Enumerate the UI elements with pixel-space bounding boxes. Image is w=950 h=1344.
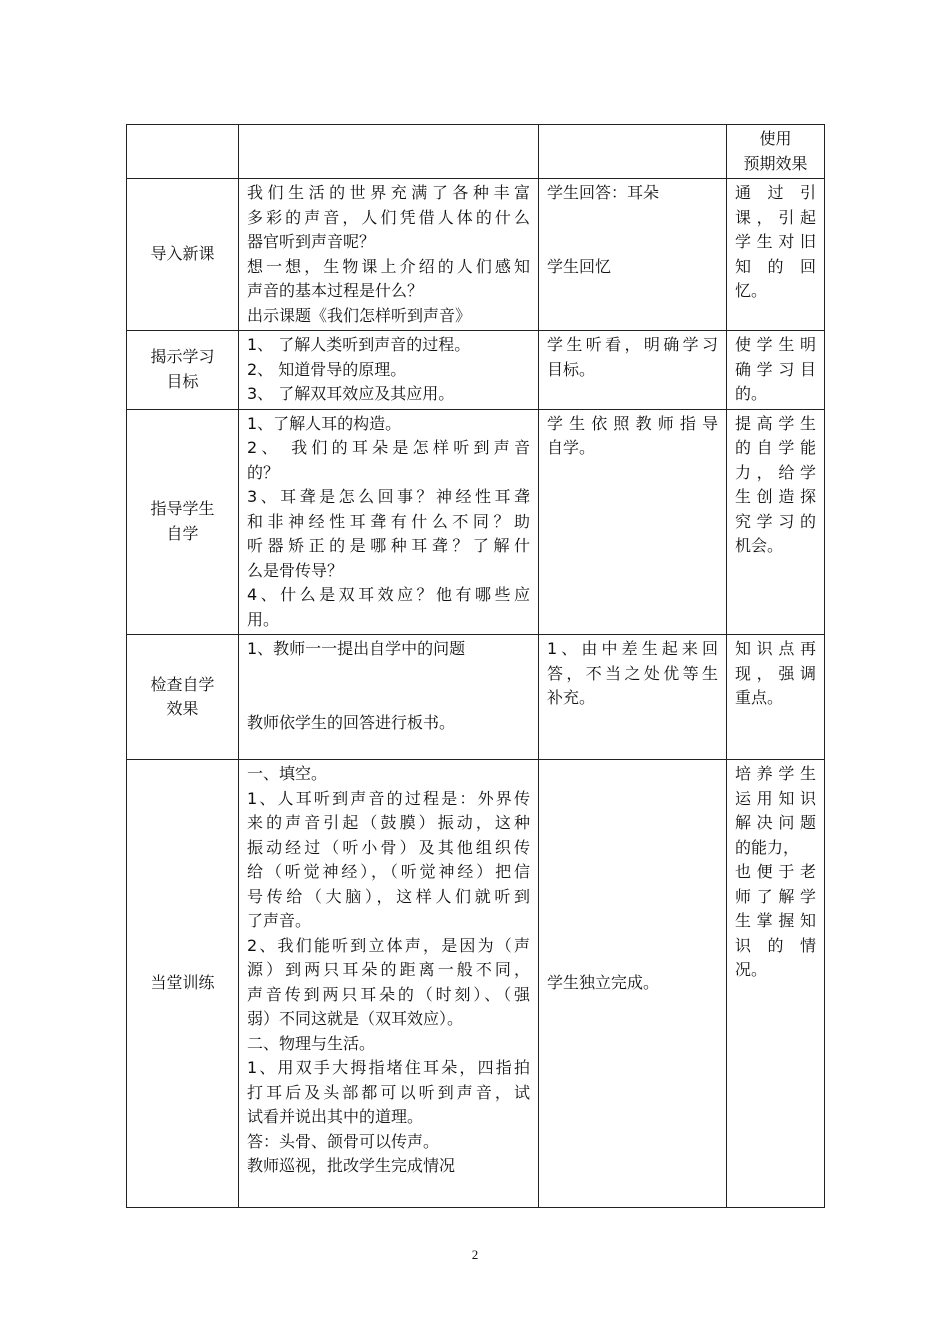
effect-line: 培养学生 <box>735 764 816 783</box>
teacher-line: 的？ <box>247 462 280 482</box>
stage-label: 效果 <box>166 699 199 718</box>
stage-label: 检查自学 <box>150 674 215 694</box>
effect-line: 生创造探 <box>735 487 816 506</box>
teacher-line: 给（听觉神经），（听觉神经）把信 <box>247 862 530 881</box>
teacher-line: 1、了解人耳的构造。 <box>247 413 402 433</box>
student-line: 1、由中差生起来回 <box>547 639 718 658</box>
teacher-line: 1、人耳听到声音的过程是：外界传 <box>247 788 530 808</box>
teacher-activity-cell <box>239 409 539 635</box>
teacher-line: 1、 了解人类听到声音的过程。 <box>247 335 471 354</box>
header-expected-effect-label: 预期效果 <box>743 153 808 173</box>
effect-line: 的自学能 <box>735 438 816 457</box>
teacher-line: 来的声音引起（鼓膜）振动，这种 <box>247 813 530 832</box>
effect-line: 学生对旧 <box>735 232 816 251</box>
teacher-line: 1、用双手大拇指堵住耳朵，四指拍 <box>247 1058 530 1077</box>
effect-line: 运用知识 <box>735 788 816 808</box>
lesson-plan-table <box>126 124 825 1208</box>
teacher-line: 试看并说出其中的道理。 <box>247 1107 424 1126</box>
teacher-line: 么是骨传导？ <box>247 560 344 580</box>
teacher-line: 出示课题《我们怎样听到声音》 <box>247 305 472 325</box>
teacher-line: 2、 知道骨导的原理。 <box>247 359 407 379</box>
effect-line: 的。 <box>735 384 768 403</box>
effect-line: 也便于老 <box>735 862 816 881</box>
student-line: 学生独立完成。 <box>547 973 660 993</box>
student-line: 答，不当之处优等生 <box>547 663 718 683</box>
header-use-label: 使用 <box>759 129 792 148</box>
effect-cell <box>727 635 825 760</box>
stage-label: 自学 <box>166 523 199 543</box>
student-activity-cell <box>539 760 727 1208</box>
effect-line: 生掌握知 <box>735 911 816 930</box>
stage-cell <box>127 179 239 331</box>
teacher-line: 弱）不同这就是（双耳效应）。 <box>247 1009 464 1028</box>
stage-label: 导入新课 <box>150 244 215 264</box>
effect-line: 的能力， <box>735 837 800 857</box>
effect-line: 确学习目 <box>735 359 816 379</box>
teacher-line: 我们生活的世界充满了各种丰富 <box>247 183 530 202</box>
effect-line: 师了解学 <box>735 886 816 906</box>
header-cell-1 <box>127 125 239 179</box>
teacher-line: 声音的基本过程是什么？ <box>247 281 424 300</box>
table-header-row <box>127 125 825 179</box>
stage-label: 指导学生 <box>150 499 215 519</box>
stage-cell <box>127 760 239 1208</box>
student-activity-cell <box>539 179 727 331</box>
teacher-line: 器官听到声音呢？ <box>247 232 376 251</box>
effect-line: 忆。 <box>735 281 768 300</box>
effect-cell <box>727 409 825 635</box>
header-cell-effect <box>727 125 825 179</box>
teacher-line: 答：头骨、颌骨可以传声。 <box>247 1131 440 1151</box>
table-row <box>127 331 825 410</box>
student-activity-cell <box>539 635 727 760</box>
teacher-activity-cell <box>239 635 539 760</box>
effect-line: 知的回 <box>735 256 816 276</box>
table-row <box>127 409 825 635</box>
stage-cell <box>127 409 239 635</box>
stage-label: 当堂训练 <box>150 973 215 993</box>
teacher-line: 二、物理与生活。 <box>247 1033 376 1053</box>
effect-cell <box>727 331 825 410</box>
teacher-line: 了声音。 <box>247 911 312 930</box>
stage-label: 揭示学习 <box>150 347 215 367</box>
teacher-line: 用。 <box>247 609 280 629</box>
teacher-line: 一、填空。 <box>247 764 328 783</box>
stage-cell <box>127 331 239 410</box>
teacher-activity-cell <box>239 331 539 410</box>
student-line: 学生回忆 <box>547 256 612 276</box>
effect-line: 究学习的 <box>735 511 816 531</box>
teacher-activity-cell <box>239 760 539 1208</box>
effect-line: 提高学生 <box>735 413 816 433</box>
effect-line: 课，引起 <box>735 207 816 227</box>
teacher-line: 4、什么是双耳效应？他有哪些应 <box>247 585 530 604</box>
teacher-line: 2、我们能听到立体声，是因为（声 <box>247 935 530 955</box>
teacher-line: 振动经过（听小骨）及其他组织传 <box>247 837 530 857</box>
stage-label: 目标 <box>166 371 199 391</box>
header-cell-3 <box>539 125 727 179</box>
effect-line: 通过引 <box>735 183 816 202</box>
effect-line: 知识点再 <box>735 639 816 658</box>
page-number: 2 <box>471 1247 479 1262</box>
student-line: 补充。 <box>547 688 596 707</box>
effect-line: 机会。 <box>735 536 784 555</box>
teacher-line: 教师巡视，批改学生完成情况 <box>247 1156 456 1175</box>
student-activity-cell <box>539 331 727 410</box>
effect-line: 重点。 <box>735 688 784 707</box>
teacher-line: 3、 了解双耳效应及其应用。 <box>247 384 455 403</box>
teacher-activity-cell <box>239 179 539 331</box>
table-row <box>127 179 825 331</box>
student-line: 自学。 <box>547 438 596 457</box>
effect-line: 现，强调 <box>735 663 816 683</box>
teacher-line: 打耳后及头部都可以听到声音，试 <box>247 1082 530 1102</box>
teacher-line: 号传给（大脑），这样人们就听到 <box>247 886 530 906</box>
effect-line: 况。 <box>735 960 768 979</box>
teacher-line: 3、耳聋是怎么回事？神经性耳聋 <box>247 487 530 506</box>
header-cell-2 <box>239 125 539 179</box>
student-line: 学生回答：耳朵 <box>547 183 660 202</box>
table-row <box>127 635 825 760</box>
teacher-line: 2、 我们的耳朵是怎样听到声音 <box>247 438 530 457</box>
student-line: 学生依照教师指导 <box>547 413 718 433</box>
effect-cell <box>727 760 825 1208</box>
student-activity-cell <box>539 409 727 635</box>
teacher-line: 听器矫正的是哪种耳聋？了解什 <box>247 536 530 555</box>
table-row <box>127 760 825 1208</box>
effect-cell <box>727 179 825 331</box>
student-line: 目标。 <box>547 359 596 379</box>
teacher-line: 和非神经性耳聋有什么不同？助 <box>247 511 530 531</box>
teacher-line: 想一想，生物课上介绍的人们感知 <box>247 256 530 276</box>
effect-line: 识的情 <box>735 935 816 955</box>
teacher-line: 多彩的声音，人们凭借人体的什么 <box>247 207 530 227</box>
teacher-line: 1、教师一一提出自学中的问题 <box>247 639 466 658</box>
effect-line: 力，给学 <box>735 462 816 482</box>
teacher-line: 声音传到两只耳朵的（时刻）、（强 <box>247 984 530 1004</box>
teacher-line: 源）到两只耳朵的距离一般不同， <box>247 960 530 979</box>
stage-cell <box>127 635 239 760</box>
effect-line: 使学生明 <box>735 335 816 354</box>
student-line: 学生听看，明确学习 <box>547 335 718 354</box>
teacher-line: 教师依学生的回答进行板书。 <box>247 712 456 732</box>
effect-line: 解决问题 <box>735 813 816 832</box>
